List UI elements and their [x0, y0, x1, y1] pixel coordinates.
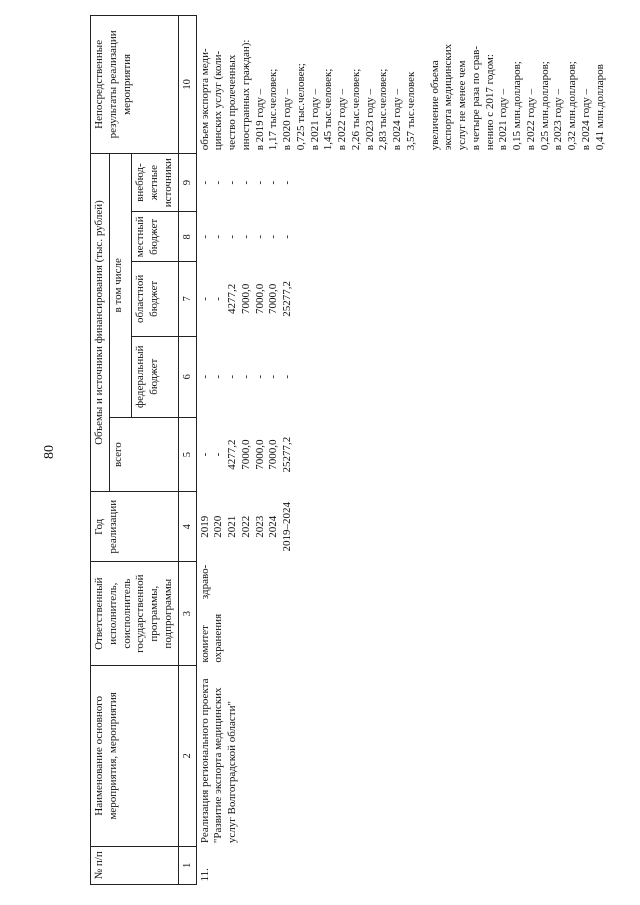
header-results: Непосредственные результаты реализации мероприятия: [91, 16, 179, 154]
result-line: в 2023 году –: [363, 88, 376, 151]
regional-cell: -: [212, 297, 225, 301]
year-cell: 2024: [267, 515, 280, 538]
result-line: услуг не менее чем: [456, 60, 469, 151]
row-name: Реализация регионального проекта "Развитие экспорта медицинских услуг Волгоградской области": [198, 678, 239, 844]
offbudget-cell: -: [212, 180, 225, 185]
offbudget-cell: -: [239, 180, 252, 185]
table-row: [196, 16, 609, 885]
result-line: в 2022 году –: [524, 88, 537, 151]
year-cell: 2022: [239, 515, 252, 538]
col-num: 10: [178, 16, 196, 154]
header-year: Год реализации: [91, 492, 179, 562]
result-line: в 2022 году –: [336, 88, 349, 151]
federal-cell: -: [226, 374, 239, 379]
row-local: [196, 212, 609, 262]
regional-cell: -: [198, 297, 211, 301]
result-line: увеличение объема: [428, 60, 441, 151]
total-cell: -: [198, 452, 211, 457]
result-line: 0,32 млн.долларов;: [566, 61, 579, 151]
col-num: 7: [178, 262, 196, 336]
regional-cell: 7000,0: [239, 283, 252, 314]
federal-cell: -: [239, 374, 252, 379]
result-line: иностранных граждан):: [239, 39, 252, 151]
header-federal: федеральный бюджет: [132, 336, 178, 417]
federal-cell: -: [212, 374, 225, 379]
row-results: [196, 16, 609, 154]
header-regional: областной бюджет: [132, 262, 178, 336]
column-number-row: [178, 16, 196, 885]
page-number: 80: [42, 445, 57, 459]
result-line: цинских услуг (коли-: [212, 50, 225, 151]
offbudget-cell: -: [281, 180, 294, 185]
rotated-table-sheet: [90, 15, 620, 885]
result-line: 0,725 тыс.человек;: [294, 63, 307, 151]
offbudget-cell: -: [198, 180, 211, 185]
local-cell: -: [226, 234, 239, 239]
result-line: 2,26 тыс.человек;: [349, 68, 362, 151]
year-cell: 2019: [198, 515, 211, 538]
result-line: экспорта медицинских: [442, 43, 455, 151]
header-funding: Объемы и источники финансирования (тыс. рублей): [91, 153, 110, 492]
year-cell: 2020: [212, 515, 225, 538]
col-num: 1: [178, 846, 196, 884]
total-cell: 25277,2: [281, 436, 294, 473]
regional-cell: 7000,0: [267, 283, 280, 314]
result-line: 3,57 тыс.человек: [404, 71, 417, 151]
result-line: 0,15 млн.долларов;: [511, 61, 524, 151]
local-cell: -: [198, 234, 211, 239]
offbudget-cell: -: [226, 180, 239, 185]
local-cell: -: [212, 234, 225, 239]
result-line: в 2019 году –: [253, 88, 266, 151]
col-num: 6: [178, 336, 196, 417]
total-cell: 4277,2: [226, 439, 239, 470]
local-cell: -: [267, 234, 280, 239]
result-line: чество пролеченных: [226, 54, 239, 151]
regional-cell: 25277,2: [281, 280, 294, 317]
federal-cell: -: [281, 374, 294, 379]
col-num: 2: [178, 666, 196, 847]
col-num: 5: [178, 417, 196, 491]
header-executor: Ответственный исполнитель, соисполнитель государственной программы, подпрограммы: [91, 562, 179, 666]
offbudget-cell: -: [253, 180, 266, 185]
col-num: 9: [178, 153, 196, 212]
year-cell: 2019–2024: [281, 502, 294, 552]
row-regional: [196, 262, 609, 336]
row-executor: комитет здраво-охранения: [198, 564, 225, 663]
total-cell: -: [212, 452, 225, 457]
federal-cell: -: [267, 374, 280, 379]
header-incl: в том числе: [109, 153, 132, 417]
result-line: 2,83 тыс.человек;: [377, 68, 390, 151]
row-years: [196, 492, 609, 562]
result-line: нению с 2017 годом:: [483, 54, 496, 151]
total-cell: 7000,0: [253, 439, 266, 470]
year-cell: 2021: [226, 515, 239, 538]
col-num: 4: [178, 492, 196, 562]
row-federal: [196, 336, 609, 417]
federal-cell: -: [253, 374, 266, 379]
result-line: объем экспорта меди-: [198, 48, 211, 151]
header-total: всего: [109, 417, 178, 491]
result-line: в 2023 году –: [552, 88, 565, 151]
row-total: [196, 417, 609, 491]
result-line: в 2024 году –: [579, 88, 592, 151]
result-line: 1,45 тыс.человек;: [322, 68, 335, 151]
result-line: в 2021 году –: [308, 88, 321, 151]
result-line: в 2021 году –: [497, 88, 510, 151]
federal-cell: -: [198, 374, 211, 379]
result-line: 0,41 млн.долларов: [593, 64, 606, 151]
total-cell: 7000,0: [239, 439, 252, 470]
result-line: 0,25 млн.долларов;: [538, 61, 551, 151]
regional-cell: 4277,2: [226, 283, 239, 314]
result-line: в четыре раза по срав-: [469, 45, 482, 151]
col-num: 8: [178, 212, 196, 262]
row-number: 11.: [198, 868, 211, 882]
header-name: Наименование основного мероприятия, мероприятия: [91, 666, 179, 847]
result-line: 1,17 тыс.человек;: [267, 68, 280, 151]
header-local: местный бюджет: [132, 212, 178, 262]
header-offbudget: внебюд-жетные источники: [132, 153, 178, 212]
total-cell: 7000,0: [267, 439, 280, 470]
year-cell: 2023: [253, 515, 266, 538]
program-table: [90, 15, 609, 885]
row-offbudget: [196, 153, 609, 212]
offbudget-cell: -: [267, 180, 280, 185]
local-cell: -: [253, 234, 266, 239]
result-line: в 2024 году –: [391, 88, 404, 151]
local-cell: -: [239, 234, 252, 239]
header-no: № п/п: [91, 846, 179, 884]
local-cell: -: [281, 234, 294, 239]
regional-cell: 7000,0: [253, 283, 266, 314]
result-line: в 2020 году –: [281, 88, 294, 151]
col-num: 3: [178, 562, 196, 666]
